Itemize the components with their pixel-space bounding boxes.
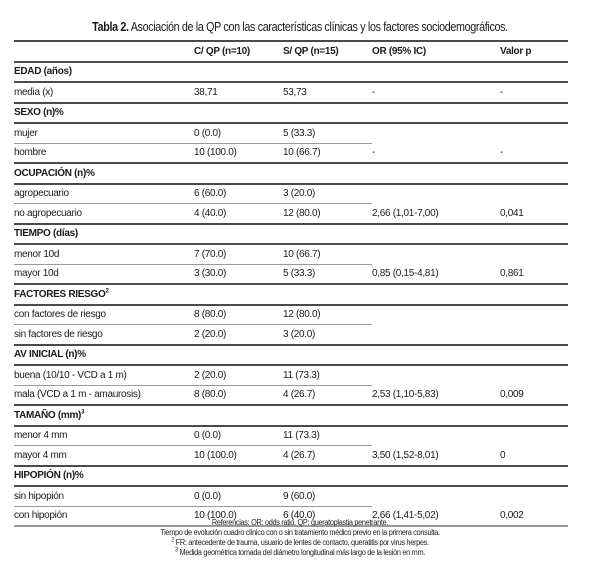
odds-ratio-value <box>372 365 500 385</box>
table-row <box>14 365 568 385</box>
odds-ratio-value <box>372 305 500 325</box>
table-footnotes <box>0 518 600 558</box>
odds-ratio-value: - <box>372 143 500 163</box>
row-label: buena (10/10 - VCD a 1 m) <box>14 365 194 385</box>
odds-ratio-value <box>372 325 500 345</box>
row-label: hombre <box>14 143 194 163</box>
section-title-text: AV INICIAL (n)% <box>14 349 86 361</box>
p-value <box>500 325 568 345</box>
row-label: mayor 10d <box>14 264 194 284</box>
table-row <box>14 82 568 103</box>
row-label: sin hipopión <box>14 486 194 506</box>
section-title <box>14 405 568 426</box>
section-title-text: TIEMPO (días) <box>14 228 78 240</box>
with-qp-value: 10 (100.0) <box>194 506 283 526</box>
footnote-marker: 3 <box>81 409 85 416</box>
table-row <box>14 426 568 446</box>
without-qp-value: 11 (73.3) <box>283 426 372 446</box>
with-qp-value: 8 (80.0) <box>194 305 283 325</box>
section-header-row <box>14 466 568 487</box>
p-value <box>500 486 568 506</box>
with-qp-value: 10 (100.0) <box>194 143 283 163</box>
with-qp-value: 4 (40.0) <box>194 204 283 224</box>
without-qp-value: 4 (26.7) <box>283 385 372 405</box>
without-qp-value: 12 (80.0) <box>283 305 372 325</box>
without-qp-value: 10 (66.7) <box>283 244 372 264</box>
p-value <box>500 365 568 385</box>
column-header-odds-ratio: OR (95% IC) <box>372 41 500 62</box>
with-qp-value: 8 (80.0) <box>194 385 283 405</box>
section-title <box>14 224 568 245</box>
odds-ratio-value: 2,66 (1,01-7,00) <box>372 204 500 224</box>
section-header-row <box>14 345 568 366</box>
section-title <box>14 466 568 487</box>
footnote-text: Medida geométrica tomada del diámetro longitudinal más largo de la lesión en mm. <box>177 548 425 557</box>
p-value <box>500 184 568 204</box>
odds-ratio-value: - <box>372 82 500 103</box>
section-title <box>14 345 568 366</box>
odds-ratio-value: 2,53 (1,10-5,83) <box>372 385 500 405</box>
table-row <box>14 143 568 163</box>
p-value: 0 <box>500 446 568 466</box>
with-qp-value: 10 (100.0) <box>194 446 283 466</box>
association-table <box>14 40 568 527</box>
footnote-text: Referencias: OR: odds ratio. QP: queratoplastia penetrante. <box>211 518 389 527</box>
p-value: 0,861 <box>500 264 568 284</box>
footnote-line <box>24 538 576 548</box>
row-label: mala (VCD a 1 m - amaurosis) <box>14 385 194 405</box>
table-row <box>14 184 568 204</box>
section-title-text: OCUPACIÓN (n)% <box>14 167 95 179</box>
p-value: 0,041 <box>500 204 568 224</box>
table-row <box>14 446 568 466</box>
section-title <box>14 62 568 83</box>
without-qp-value: 6 (40.0) <box>283 506 372 526</box>
table-row <box>14 486 568 506</box>
without-qp-value: 11 (73.3) <box>283 365 372 385</box>
footnote-text: FR: antecedente de trauma, usuario de lentes de contacto, queratitis por virus herpes. <box>174 538 429 547</box>
section-header-row <box>14 224 568 245</box>
odds-ratio-value <box>372 244 500 264</box>
odds-ratio-value: 3,50 (1,52-8,01) <box>372 446 500 466</box>
table-row <box>14 385 568 405</box>
p-value <box>500 244 568 264</box>
with-qp-value: 38,71 <box>194 82 283 103</box>
odds-ratio-value: 0,85 (0,15-4,81) <box>372 264 500 284</box>
p-value <box>500 305 568 325</box>
with-qp-value: 0 (0.0) <box>194 486 283 506</box>
with-qp-value: 6 (60.0) <box>194 184 283 204</box>
row-label: con hipopión <box>14 506 194 526</box>
p-value: - <box>500 82 568 103</box>
without-qp-value: 4 (26.7) <box>283 446 372 466</box>
table-header-row <box>14 41 568 62</box>
row-label: no agropecuario <box>14 204 194 224</box>
section-title <box>14 103 568 124</box>
without-qp-value: 9 (60.0) <box>283 486 372 506</box>
with-qp-value: 2 (20.0) <box>194 325 283 345</box>
odds-ratio-value: 2,66 (1,41-5,02) <box>372 506 500 526</box>
footnote-text: Tiempo de evolución cuadro clínico con o sin tratamiento médico previo en la primera consulta. <box>160 528 440 537</box>
without-qp-value: 53,73 <box>283 82 372 103</box>
row-label: mayor 4 mm <box>14 446 194 466</box>
section-header-row <box>14 284 568 305</box>
column-header-without-qp: S/ QP (n=15) <box>283 41 372 62</box>
with-qp-value: 0 (0.0) <box>194 426 283 446</box>
table-row <box>14 204 568 224</box>
section-title-text: EDAD (años) <box>14 66 72 78</box>
odds-ratio-value <box>372 486 500 506</box>
table-body <box>14 62 568 527</box>
without-qp-value: 5 (33.3) <box>283 264 372 284</box>
without-qp-value: 5 (33.3) <box>283 123 372 143</box>
row-label: menor 10d <box>14 244 194 264</box>
with-qp-value: 0 (0.0) <box>194 123 283 143</box>
column-header-with-qp: C/ QP (n=10) <box>194 41 283 62</box>
table-row <box>14 244 568 264</box>
with-qp-value: 2 (20.0) <box>194 365 283 385</box>
table-caption <box>42 20 558 34</box>
odds-ratio-value <box>372 123 500 143</box>
section-title-text: TAMAÑO (mm) <box>14 409 82 421</box>
odds-ratio-value <box>372 426 500 446</box>
column-header-variable <box>14 41 194 62</box>
table-caption-label: Tabla 2. <box>92 20 129 34</box>
section-header-row <box>14 163 568 184</box>
table-row <box>14 123 568 143</box>
table-row <box>14 325 568 345</box>
column-header-p-value: Valor p <box>500 41 568 62</box>
footnote-line <box>24 528 576 538</box>
section-header-row <box>14 405 568 426</box>
p-value: - <box>500 143 568 163</box>
section-title-text: HIPOPIÓN (n)% <box>14 470 84 482</box>
with-qp-value: 7 (70.0) <box>194 244 283 264</box>
odds-ratio-value <box>372 184 500 204</box>
p-value <box>500 426 568 446</box>
row-label: sin factores de riesgo <box>14 325 194 345</box>
with-qp-value: 3 (30.0) <box>194 264 283 284</box>
section-title-text: FACTORES RIESGO <box>14 288 106 300</box>
row-label: agropecuario <box>14 184 194 204</box>
section-title-text: SEXO (n)% <box>14 107 64 119</box>
row-label: menor 4 mm <box>14 426 194 446</box>
without-qp-value: 3 (20.0) <box>283 184 372 204</box>
footnote-marker: 2 <box>171 537 175 544</box>
without-qp-value: 3 (20.0) <box>283 325 372 345</box>
section-title <box>14 163 568 184</box>
section-header-row <box>14 62 568 83</box>
row-label: mujer <box>14 123 194 143</box>
without-qp-value: 12 (80.0) <box>283 204 372 224</box>
section-header-row <box>14 103 568 124</box>
p-value: 0,002 <box>500 506 568 526</box>
p-value <box>500 123 568 143</box>
footnote-line <box>24 548 576 558</box>
table-row <box>14 264 568 284</box>
footnote-line <box>24 518 576 528</box>
table-caption-text: Asociación de la QP con las características clínicas y los factores sociodemográficos. <box>128 20 508 34</box>
row-label: con factores de riesgo <box>14 305 194 325</box>
footnote-marker: 3 <box>175 547 178 554</box>
footnote-marker: 2 <box>105 288 109 295</box>
section-title <box>14 284 568 305</box>
without-qp-value: 10 (66.7) <box>283 143 372 163</box>
row-label: media (x) <box>14 82 194 103</box>
p-value: 0,009 <box>500 385 568 405</box>
table-row <box>14 305 568 325</box>
